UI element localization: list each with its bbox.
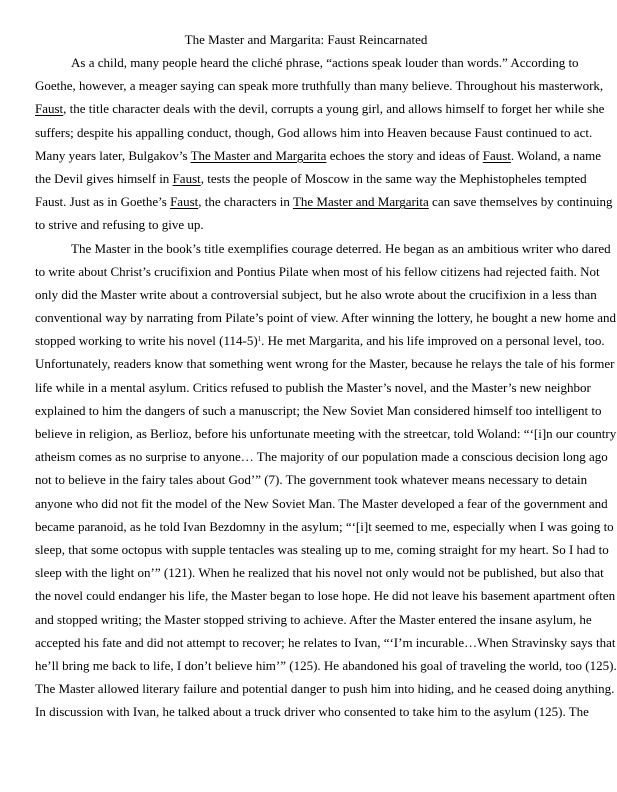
text-run: Unfortunately, readers know that something went wrong for the Master, because he relays the tale of his former [35, 356, 615, 372]
underlined-title: Faust [482, 147, 511, 163]
underlined-title: The Master and Margarita [190, 147, 327, 163]
text-line [35, 144, 601, 167]
text-run: can save themselves by continuing [428, 194, 613, 210]
text-run: believe in religion, as Berlioz, before his unfortunate meeting with the streetcar, told Woland: “‘[i]n our country [35, 426, 617, 441]
text-line [35, 260, 600, 283]
text-line [35, 283, 597, 306]
footnote-marker: 1 [257, 335, 262, 344]
underlined-title: Faust [170, 194, 199, 210]
text-line [35, 492, 608, 515]
text-run: life while in a mental asylum. Critics refused to publish the Master’s novel, and the Master’s new neighbor [35, 379, 591, 395]
text-line [35, 352, 615, 375]
text-line [35, 399, 602, 422]
text-run: accepted his fate and did not attempt to recover; he relates to Ivan, “‘I’m incurable…When Stravinsky says that [35, 634, 616, 650]
text-line [35, 468, 588, 491]
text-line [35, 376, 591, 399]
text-line [35, 677, 615, 700]
text-run: In discussion with Ivan, he talked about a truck driver who consented to take him to the asylum (125). The [35, 704, 589, 720]
text-run: became paranoid, as he told Ivan Bezdomny in the asylum; “‘[i]t seemed to me, especially when I was going to [35, 518, 614, 534]
text-run: atheism comes as no surprise to anyone… The majority of our population made a conscious decision long ago [35, 449, 608, 465]
text-line [35, 167, 587, 190]
text-run: conventional way by narrating from Pilate’s point of view. After winning the lottery, he bought a new home and [35, 310, 617, 326]
text-run: suffers; despite his appalling conduct, though, God allows him into Heaven because Faust continued to act. [35, 124, 593, 140]
text-run: The Master allowed literary failure and potential danger to push him into hiding, and he ceased doing anything. [35, 681, 615, 697]
text-run: he’ll bring me back to life, I don’t believe him’” (125). He abandoned his goal of traveling the world, too (125). [35, 657, 617, 673]
text-run: not to believe in the fairy tales about God’” (7). The government took whatever means necessary to detain [35, 472, 588, 488]
paragraph-first-line [35, 51, 580, 74]
text-run: and stopped writing; the Master stopped striving to achieve. After the Master entered the insane asylum, he [35, 611, 592, 627]
text-run: sleep, that some octopus with supple tentacles was stealing up to me, coming straight for my heart. So I had to [35, 541, 609, 557]
text-run: , the title character deals with the devil, corrupts a young girl, and allows himself to forget her while she [63, 101, 605, 117]
text-line [35, 190, 613, 213]
text-run: to strive and refusing to give up. [35, 217, 204, 233]
text-line [35, 306, 617, 329]
underlined-title: Faust [35, 101, 64, 117]
text-run: echoes the story and ideas of [326, 147, 483, 163]
text-run: As a child, many people heard the cliché phrase, “actions speak louder than words.” According to [71, 55, 579, 70]
underlined-title: Faust [172, 170, 201, 186]
text-run: the Devil gives himself in [35, 170, 173, 186]
paragraph-first-line [35, 237, 611, 260]
text-line [35, 584, 616, 607]
text-line [35, 74, 604, 97]
text-line [35, 121, 593, 144]
text-run: . He met Margarita, and his life improved on a personal level, too. [261, 333, 605, 349]
text-run: to write about Christ’s crucifixion and Pontius Pilate when most of his fellow citizens had rejected faith. Not [35, 263, 600, 279]
underlined-title: The Master and Margarita [292, 194, 429, 210]
text-line [35, 561, 604, 584]
text-run: anyone who did not fit the model of the New Soviet Man. The Master developed a fear of the government and [35, 495, 608, 511]
text-run: , tests the people of Moscow in the same way the Mephistopheles tempted [200, 170, 587, 186]
text-run: Goethe, however, a meager saying can speak more truthfully than many believe. Throughout his masterwork, [35, 78, 604, 94]
text-run: only did the Master write about a controversial subject, but he also wrote about the crucifixion in a less than [35, 286, 597, 302]
text-run: Faust. Just as in Goethe’s [35, 194, 171, 210]
text-run: . Woland, a name [510, 147, 601, 163]
text-line [35, 700, 589, 723]
text-run: The Master in the book’s title exemplifies courage deterred. He began as an ambitious writer who dared [71, 240, 611, 256]
text-line [35, 515, 614, 538]
text-line [35, 445, 608, 468]
text-run: sleep with the light on’” (121). When he realized that his novel not only would not be published, but also that [35, 565, 604, 581]
document-body [35, 51, 617, 723]
text-run: explained to him the dangers of such a manuscript; the New Soviet Man considered himself too intelligent to [35, 402, 602, 418]
text-line [35, 608, 592, 631]
text-line [35, 654, 617, 677]
text-line [35, 631, 616, 654]
text-run: Many years later, Bulgakov’s [35, 147, 191, 163]
text-line [35, 538, 609, 561]
document-title: The Master and Margarita: Faust Reincarnated [184, 32, 428, 47]
text-run: stopped working to write his novel (114-5) [35, 333, 258, 349]
text-line [35, 97, 605, 120]
text-run: , the characters in [198, 194, 293, 210]
text-line [35, 329, 605, 352]
text-line [35, 422, 617, 445]
text-run: the novel could endanger his life, the Master began to lose hope. He did not leave his basement apartment often [35, 588, 616, 604]
text-line [35, 213, 580, 236]
